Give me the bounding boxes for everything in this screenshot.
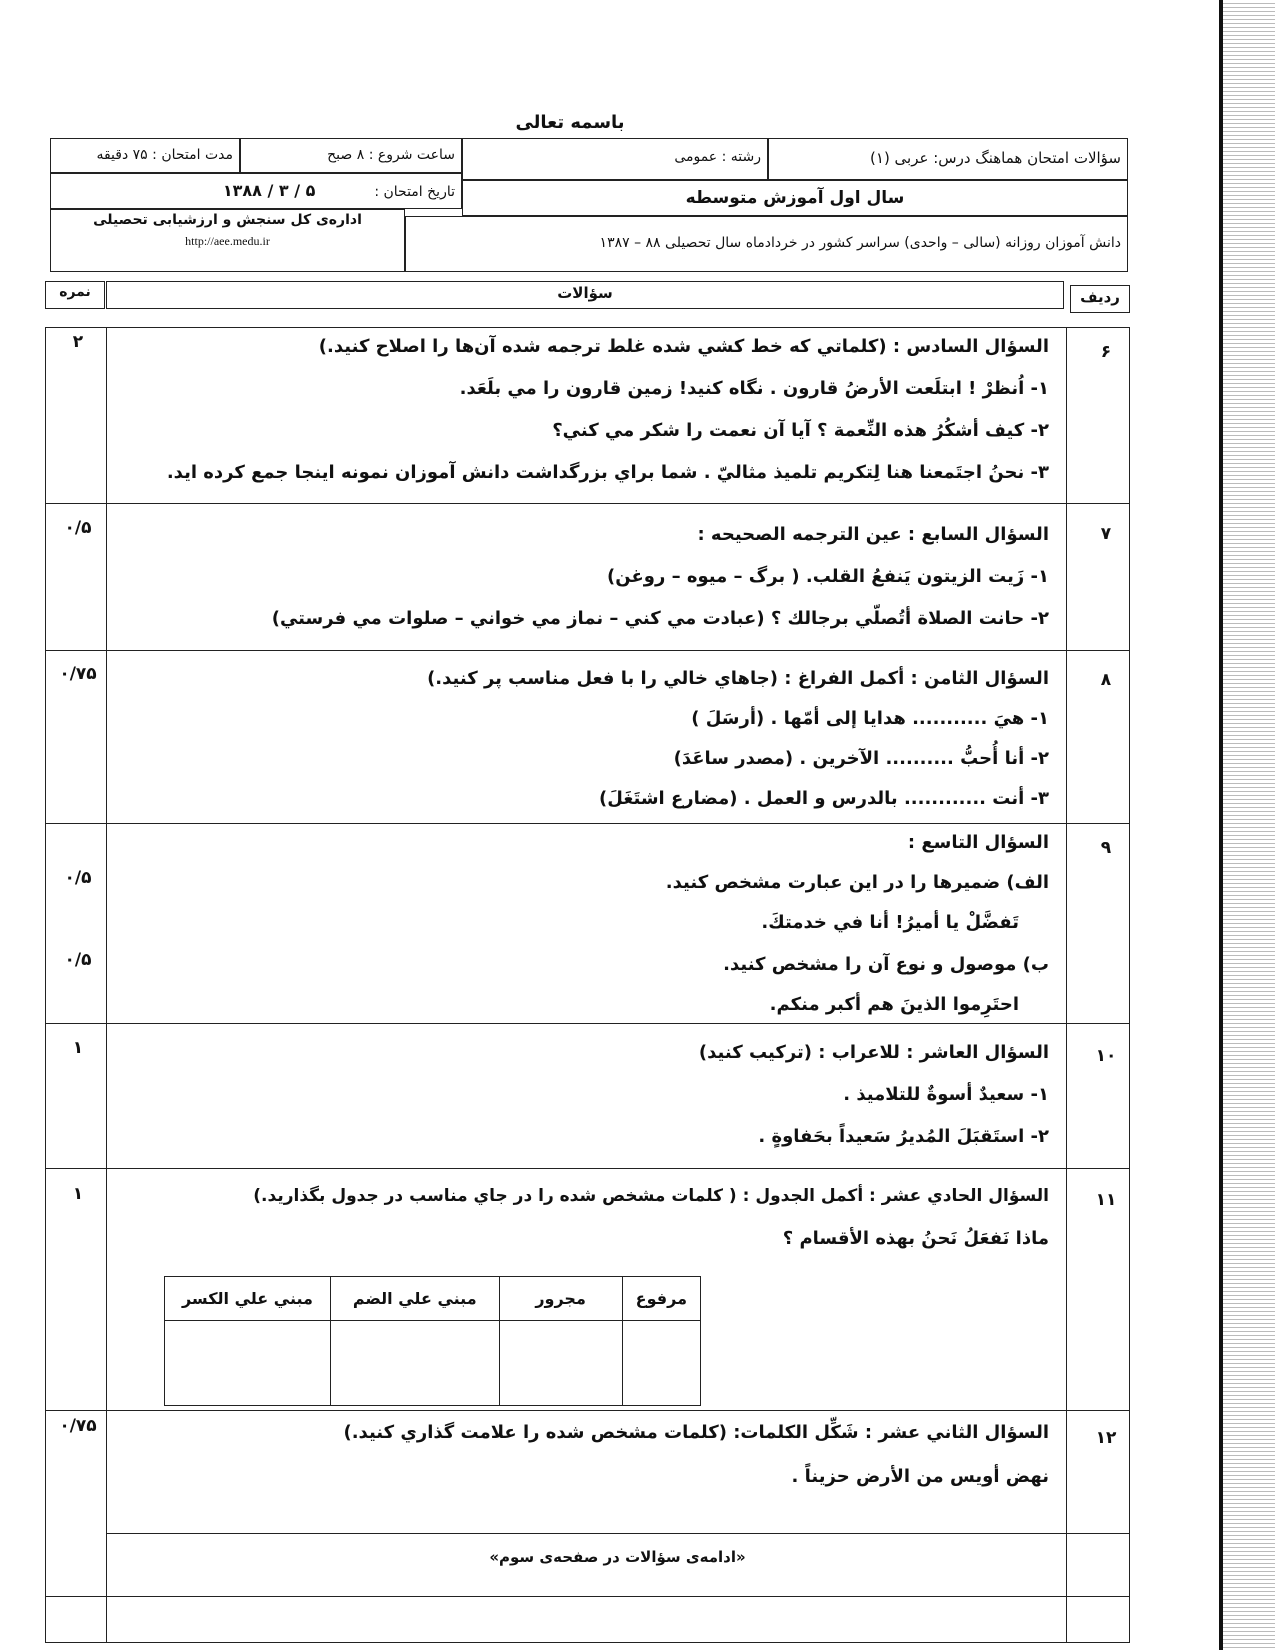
question-score-b: ۰/۵ <box>64 950 92 970</box>
start-time-cell: ساعت شروع : ۸ صبح <box>240 138 462 173</box>
question-line: الف) ضمیرها را در این عبارت مشخص کنید. <box>665 872 1049 893</box>
answer-cell[interactable] <box>622 1321 700 1406</box>
question-line: تَفضَّلْ یا أمیرُ! أنا في خدمتكَ. <box>761 912 1019 933</box>
question-line: ماذا نَفعَلُ نَحنُ بهذه الأقسام ؟ <box>782 1228 1049 1249</box>
question-number: ۹ <box>1100 838 1112 858</box>
office-cell <box>50 209 405 272</box>
answer-cell[interactable] <box>330 1321 499 1406</box>
grade-cell: سال اول آموزش متوسطه <box>462 180 1128 216</box>
office-url: http://aee.medu.ir <box>185 234 270 248</box>
question-line: ۲- أنا أُحبُّ .......... الآخرین . (مصدر ساعَدَ) <box>673 748 1049 769</box>
row-separator <box>46 503 1129 504</box>
subject-cell: سؤالات امتحان هماهنگ درس: عربی (۱) <box>768 138 1128 180</box>
question-score: ۰/۷۵ <box>59 664 97 684</box>
question-line: ۲- کیف أشکُرُ هذه النِّعمة ؟ آیا آن نعمت را شکر مي کني؟ <box>552 420 1049 441</box>
questions-body <box>45 327 1130 1643</box>
row-separator <box>46 1023 1129 1024</box>
table-header: مجرور <box>499 1277 622 1321</box>
question-score: ۱ <box>72 1038 84 1058</box>
row-separator <box>46 823 1129 824</box>
question-title: السؤال السابع : عین الترجمه الصحیحه : <box>697 524 1049 545</box>
table-header: مبني علي الکسر <box>165 1277 331 1321</box>
exam-date-label: تاریخ امتحان : <box>374 184 455 200</box>
question-line: ۱- هيَ ........... هدایا إلی أمّها . (أرسَلَ ) <box>691 708 1049 729</box>
row-divider <box>1066 328 1067 1642</box>
question-line: ۱- اُنظرْ ! ابتلَعت الأرضُ قارون . نگاه کنید! زمین قارون را مي بلَعَد. <box>459 378 1049 399</box>
question-score: ۲ <box>72 332 84 352</box>
question-line: نهض أویس من الأرض حزیناً . <box>791 1466 1049 1487</box>
question-number: ۱۰ <box>1095 1046 1117 1066</box>
row-separator <box>46 1596 1129 1597</box>
exam-date-cell <box>50 173 462 209</box>
question-line: ۳- نحنُ اجتَمعنا هنا لِتکریم تلمیذ مثاليّ . شما براي بزرگداشت دانش آموزان نمونه اینجا جمع کرده اید. <box>166 462 1049 483</box>
question-title: السؤال السادس : (کلماتي که خط کشي شده غلط ترجمه شده آن‌ها را اصلاح کنید.) <box>318 336 1049 357</box>
question-title: السؤال العاشر : للاعراب : (ترکیب کنید) <box>698 1042 1049 1063</box>
question-number: ۱۲ <box>1095 1428 1117 1448</box>
table-header: مرفوع <box>622 1277 700 1321</box>
question-line: ۱- زَیت الزیتون یَنفعُ القلب. ( برگ – میوه – روغن) <box>607 566 1049 587</box>
binding-edge <box>1223 0 1275 1650</box>
answer-table <box>164 1276 701 1406</box>
row-separator <box>46 1168 1129 1169</box>
page-title: باسمه تعالی <box>515 112 625 133</box>
question-title: السؤال الحادي عشر : أکمل الجدول : ( کلمات مشخص شده را در جاي مناسب در جدول بگذارید.) <box>253 1186 1049 1206</box>
row-separator <box>46 650 1129 651</box>
score-divider <box>106 328 107 1642</box>
question-number: ۶ <box>1100 342 1112 362</box>
question-line: ب) موصول و نوع آن را مشخص کنید. <box>723 954 1049 975</box>
duration-cell: مدت امتحان : ۷۵ دقیقه <box>50 138 240 173</box>
score-column-header: نمره <box>45 281 105 309</box>
answer-cell[interactable] <box>165 1321 331 1406</box>
column-header-strip <box>45 281 1130 313</box>
question-number: ۷ <box>1100 524 1112 544</box>
question-score: ۱ <box>72 1184 84 1204</box>
continuation-note: «ادامه‌ی سؤالات در صفحه‌ی سوم» <box>489 1548 746 1566</box>
students-cell: دانش آموزان روزانه (سالی – واحدی) سراسر کشور در خردادماه سال تحصیلی ۸۸ – ۱۳۸۷ <box>405 216 1128 272</box>
exam-date-value: ۵ / ۳ / ۱۳۸۸ <box>222 181 316 200</box>
answer-cell[interactable] <box>499 1321 622 1406</box>
question-line: احتَرِموا الذینَ هم أکبر منکم. <box>769 994 1019 1015</box>
question-title: السؤال الثامن : أکمل الفراغ : (جاهاي خالي را با فعل مناسب پر کنید.) <box>427 668 1049 689</box>
office-name: اداره‌ی کل سنجش و ارزشیابی تحصیلی <box>93 212 362 228</box>
footer-separator <box>106 1533 1129 1534</box>
field-cell: رشته : عمومی <box>462 138 768 180</box>
question-title: السؤال الثاني عشر : شَکِّل الکلمات: (کلمات مشخص شده را علامت گذاري کنید.) <box>343 1422 1049 1443</box>
question-number: ۱۱ <box>1095 1190 1117 1210</box>
row-column-header: ردیف <box>1070 285 1130 313</box>
question-line: ۲- استَقبَلَ المُدیرُ سَعیداً بحَفاوةٍ . <box>758 1126 1049 1147</box>
table-header: مبني علي الضم <box>330 1277 499 1321</box>
question-line: ۲- حانت الصلاة أتُصلّي برجالك ؟ (عبادت مي کني – نماز مي خواني – صلوات مي فرستي) <box>271 608 1049 629</box>
question-title: السؤال التاسع : <box>907 832 1049 853</box>
question-score: ۰/۵ <box>64 518 92 538</box>
question-number: ۸ <box>1100 670 1112 690</box>
questions-column-header: سؤالات <box>106 281 1064 309</box>
question-line: ۱- سعیدٌ أسوةٌ للتلامیذ . <box>843 1084 1049 1105</box>
question-score-a: ۰/۵ <box>64 868 92 888</box>
row-separator <box>46 1410 1129 1411</box>
question-line: ۳- أنت ............ بالدرس و العمل . (مضارع اشتَغَلَ) <box>599 788 1049 809</box>
question-score: ۰/۷۵ <box>59 1416 97 1436</box>
exam-header <box>50 138 1128 286</box>
